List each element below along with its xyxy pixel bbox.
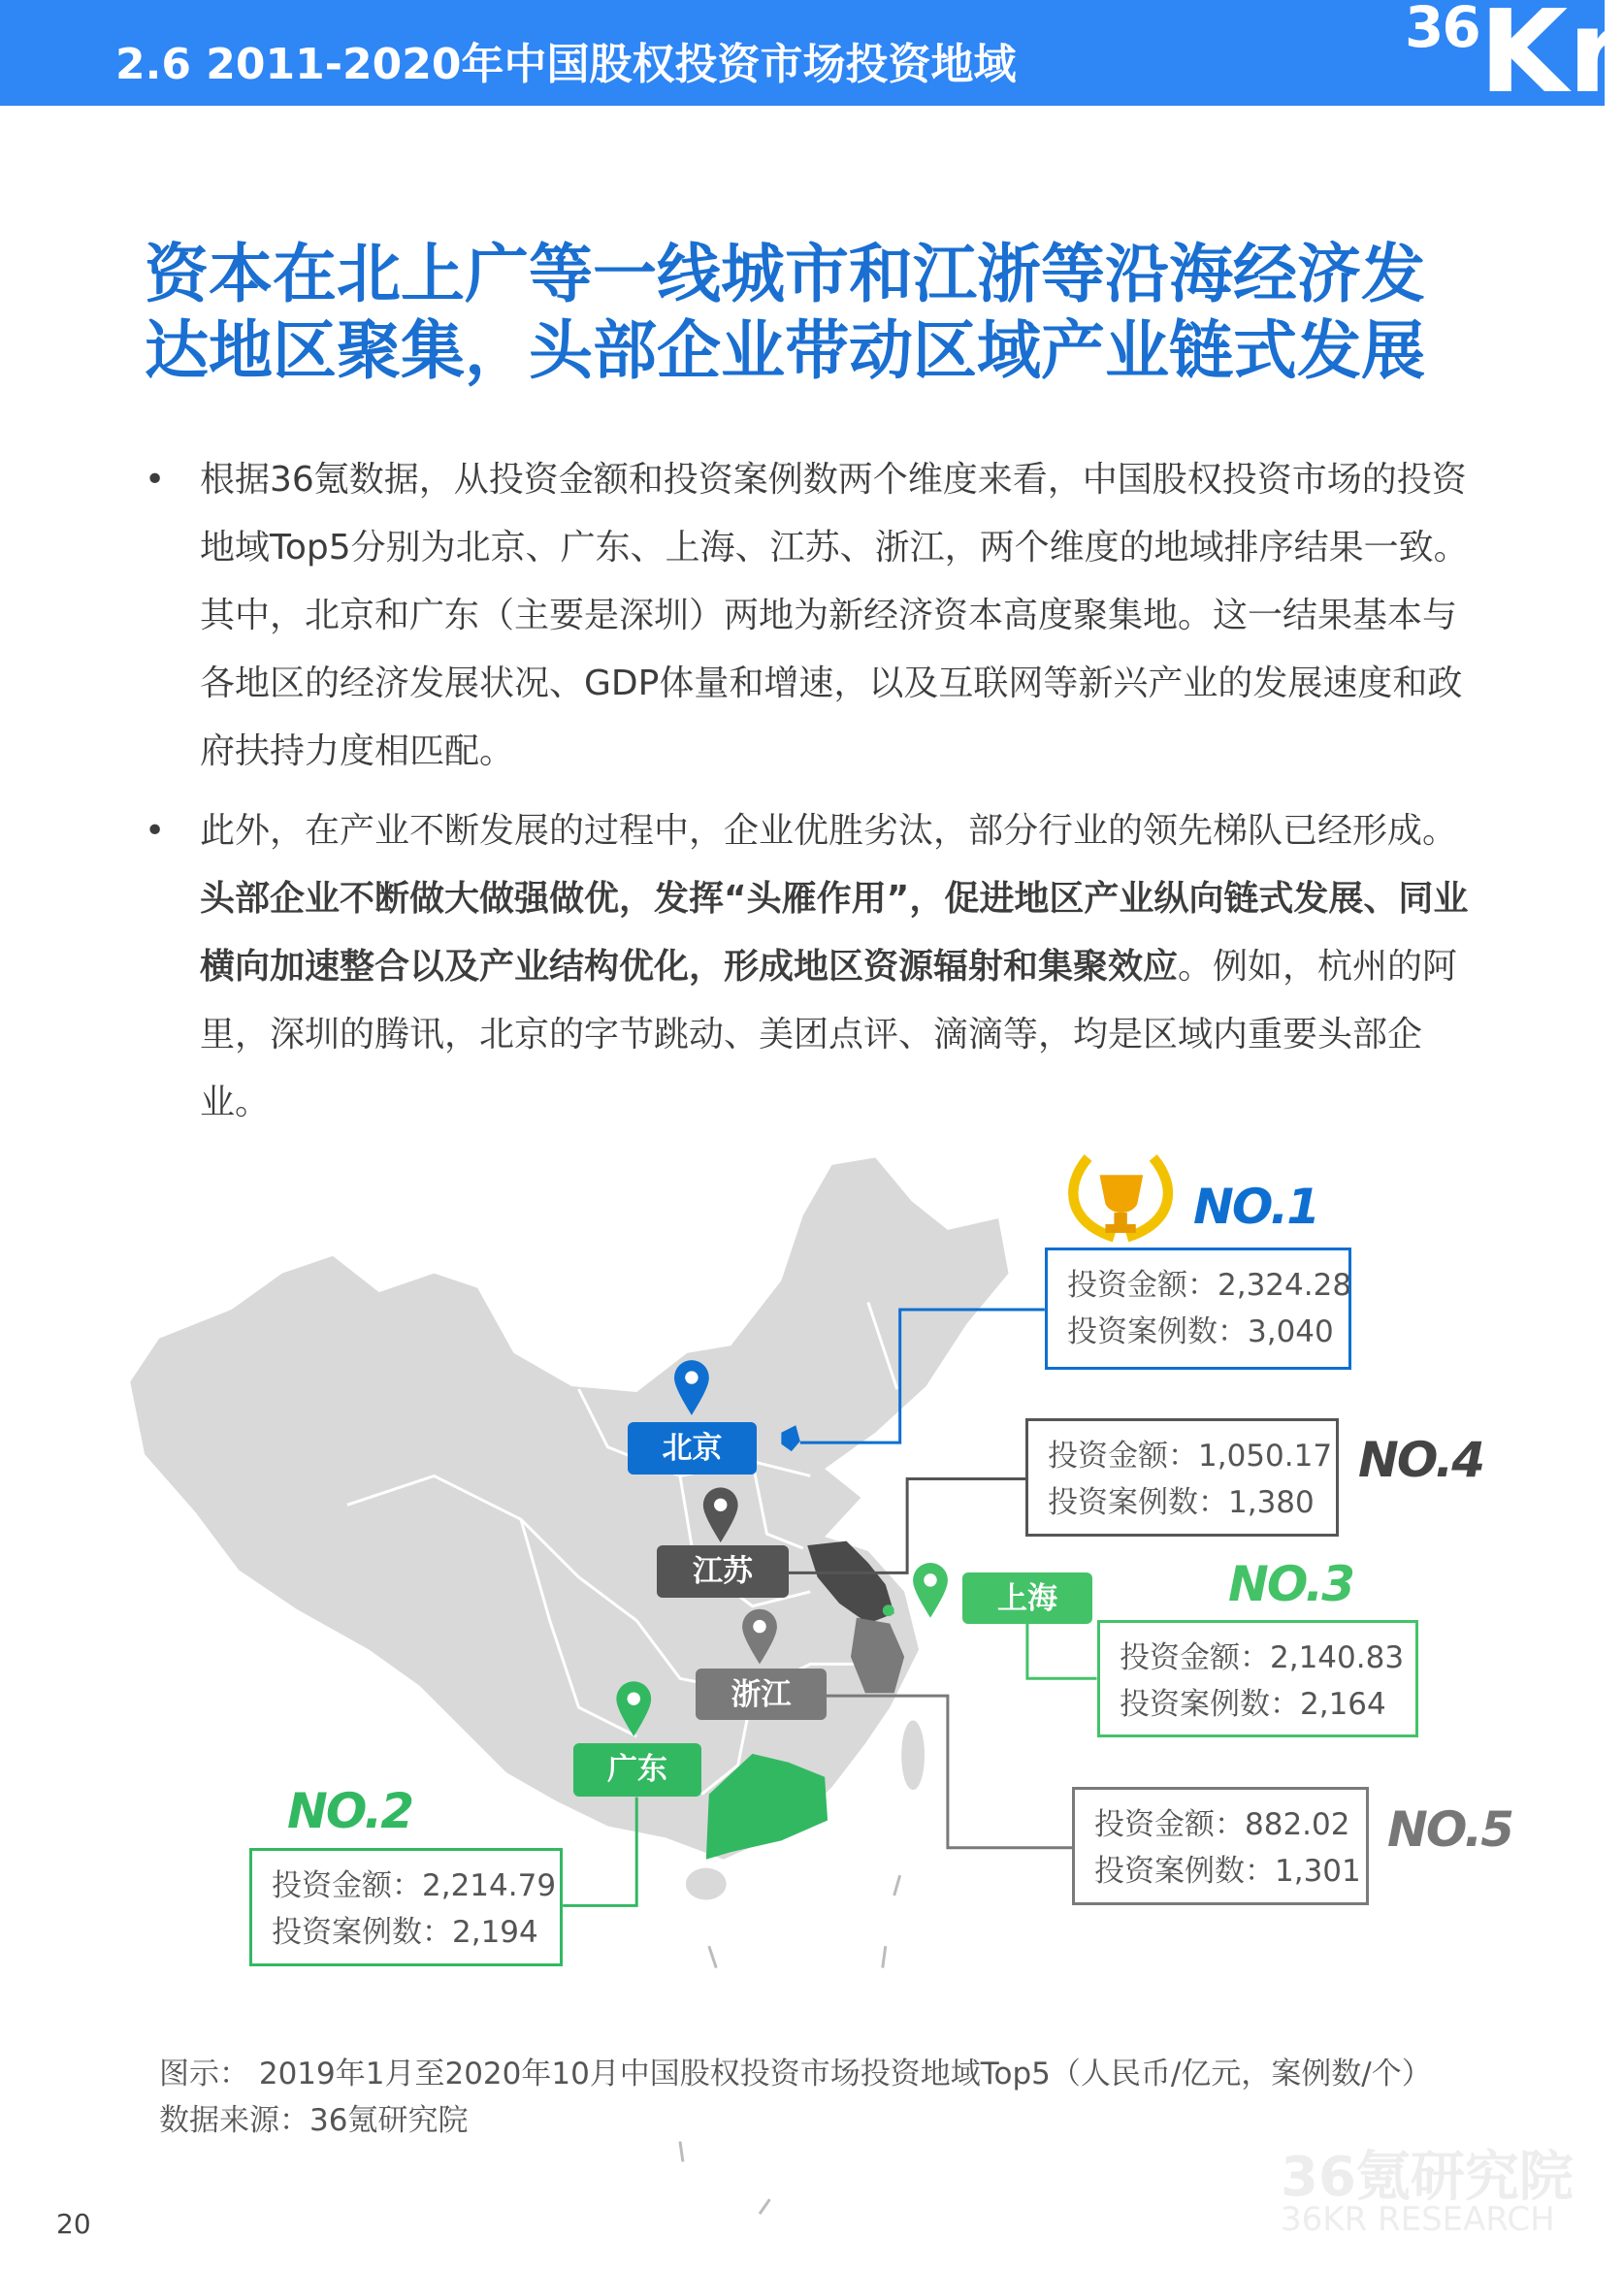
cases-value: 2,164: [1300, 1687, 1386, 1722]
rank-no1: NO.1: [1193, 1179, 1319, 1235]
cases-label: 投资案例数：: [1048, 1485, 1228, 1520]
amount-value: 1,050.17: [1198, 1439, 1333, 1474]
rank-no4: NO.4: [1358, 1432, 1484, 1488]
amount-row: [1120, 1635, 1405, 1681]
shanghai-region: [883, 1605, 894, 1616]
rank-no3: NO.3: [1228, 1556, 1354, 1612]
amount-value: 2,214.79: [422, 1868, 557, 1903]
cases-label: 投资案例数：: [272, 1915, 452, 1950]
amount-label: 投资金额：: [1120, 1640, 1270, 1675]
cases-label: 投资案例数：: [1067, 1314, 1248, 1349]
bullet-text: 此外，在产业不断发展的过程中，企业优胜劣汰，部分行业的领先梯队已经形成。: [200, 811, 1458, 851]
amount-label: 投资金额：: [1048, 1439, 1198, 1474]
watermark-en: 36KR RESEARCH: [1281, 2200, 1555, 2239]
amount-value: 882.02: [1245, 1807, 1350, 1842]
cases-row: [1094, 1848, 1361, 1895]
trophy-icon: [1073, 1157, 1168, 1237]
cases-row: [1067, 1309, 1334, 1355]
logo-letters: Kr: [1478, 0, 1624, 118]
amount-label: 投资金额：: [272, 1868, 422, 1903]
amount-row: [1094, 1801, 1350, 1848]
cases-value: 2,194: [452, 1915, 538, 1950]
guangdong-label: 广东: [573, 1743, 701, 1797]
bullet-text: 根据36氪数据，从投资金额和投资案例数两个维度来看，中国股权投资市场的投资地域Top5分别为北京、广东、上海、江苏、浙江，两个维度的地域排序结果一致。其中，北京和广东（主要是深圳）两地为新经济资本高度聚集地。这一结果基本与各地区的经济发展状况、GDP体量和增速，以及互联网等新兴产业的发展速度和政府扶持力度相匹配。: [200, 460, 1469, 771]
amount-value: 2,140.83: [1270, 1640, 1405, 1675]
section-title: 2.6 2011-2020年中国股权投资市场投资地域: [115, 40, 1017, 89]
cases-row: [1120, 1681, 1396, 1728]
amount-label: 投资金额：: [1067, 1268, 1218, 1303]
shanghai-pin-icon: [913, 1563, 948, 1618]
shanghai-label: 上海: [962, 1572, 1092, 1624]
cases-value: 1,301: [1275, 1854, 1361, 1889]
amount-row: [1067, 1262, 1352, 1309]
hainan-island: [686, 1868, 727, 1900]
figure-caption: 图示： 2019年1月至2020年10月中国股权投资市场投资地域Top5（人民币/亿元，案例数/个）: [159, 2057, 1432, 2091]
shanghai-data-box: [1097, 1620, 1418, 1737]
jiangsu-data-box: [1025, 1418, 1339, 1537]
zhejiang-data-box: [1072, 1787, 1369, 1905]
page-number: 20: [56, 2208, 91, 2240]
data-source: 数据来源：36氪研究院: [159, 2103, 469, 2138]
bullet-icon: •: [145, 811, 166, 851]
amount-value: 2,324.28: [1218, 1268, 1352, 1303]
amount-row: [1048, 1433, 1333, 1479]
bullet-icon: •: [145, 460, 166, 500]
zhejiang-label: 浙江: [696, 1669, 827, 1720]
amount-row: [272, 1863, 557, 1909]
rank-no5: NO.5: [1387, 1801, 1513, 1858]
cases-label: 投资案例数：: [1094, 1854, 1275, 1889]
china-map-outline: [130, 1157, 1008, 1859]
guangdong-data-box: [249, 1848, 563, 1966]
headline-line-1: 资本在北上广等一线城市和江浙等沿海经济发: [145, 237, 1425, 311]
cases-row: [272, 1909, 540, 1956]
headline-line-2: 达地区聚集，头部企业带动区域产业链式发展: [145, 313, 1425, 388]
cases-value: 3,040: [1248, 1314, 1334, 1349]
watermark-cn: 36氪研究院: [1281, 2146, 1574, 2209]
jiangsu-label: 江苏: [657, 1545, 789, 1598]
beijing-data-box: [1045, 1248, 1351, 1370]
south-sea-dashes: [680, 1875, 900, 2214]
cases-row: [1048, 1479, 1316, 1526]
amount-label: 投资金额：: [1094, 1807, 1245, 1842]
rank-no2: NO.2: [287, 1783, 413, 1839]
beijing-label: 北京: [628, 1422, 757, 1475]
bullet-bold-text: 头部企业不断做大做强做优，发挥“头雁作用”，促进地区产业纵向链式发展、同业横向加速整合以及产业结构优化，形成地区资源辐射和集聚效应: [200, 879, 1469, 987]
cases-label: 投资案例数：: [1120, 1687, 1300, 1722]
logo-number: 36: [1405, 0, 1479, 60]
taiwan-island: [901, 1721, 925, 1791]
bullet-text: 。例如，杭州的阿里，深圳的腾讯，北京的字节跳动、美团点评、滴滴等，均是区域内重要头部企业。: [200, 947, 1458, 1122]
cases-value: 1,380: [1228, 1485, 1315, 1520]
